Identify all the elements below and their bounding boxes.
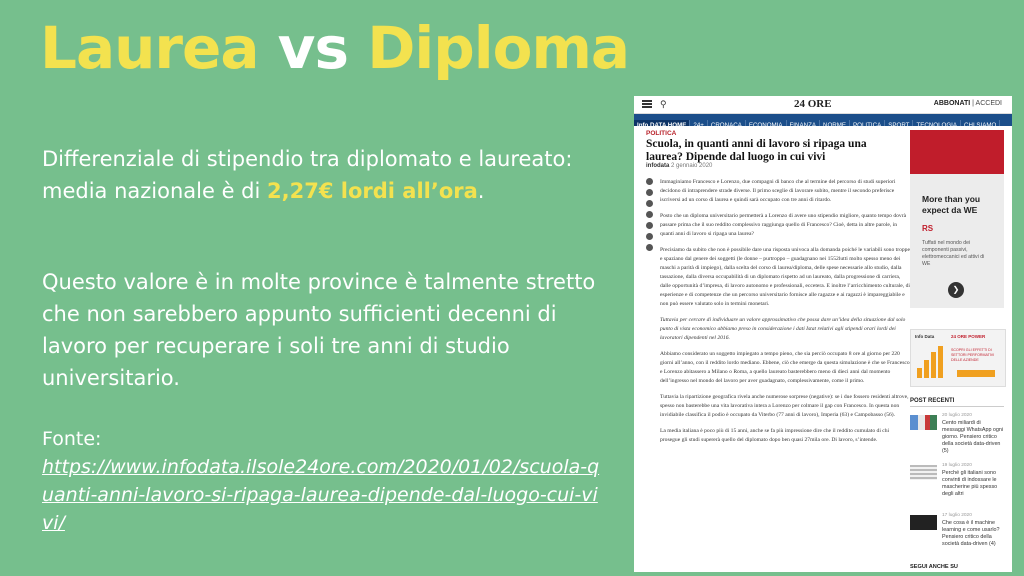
paragraph1-end: . [477,179,485,203]
promo-button[interactable] [957,370,995,377]
post-thumbnail [910,465,937,480]
divider: | [972,100,974,107]
promo-chart-icon [917,344,945,378]
article-date: 2 gennaio 2020 [671,163,713,169]
slide-title [40,12,629,84]
subscribe-link[interactable]: ABBONATI [933,100,971,107]
sole24ore-logo[interactable]: 24 ORE [794,98,832,110]
recent-post-item[interactable] [910,463,1004,507]
promo-label: Info Data [915,334,935,339]
source-block [42,425,602,537]
title-vs: vs [277,14,349,82]
post-date: 19 luglio 2020 [942,463,972,468]
nav-item-tecnologia[interactable]: TECNOLOGIA [913,120,961,126]
nav-item-sport[interactable]: SPORT [885,120,913,126]
facebook-icon[interactable] [646,211,653,218]
post-title: Che cosa è il machine learning e come usarlo? Pensiero critico della società data-driven (4) [942,520,1000,547]
recent-posts-heading: POST RECENTI [910,398,1004,407]
article-topbar [634,96,1012,114]
nav-item-norme[interactable]: NORME [820,120,850,126]
advertisement-banner[interactable] [910,130,1004,308]
ad-headline: More than you expect da WE [922,194,981,215]
ad-brand-logo: RS [922,224,934,233]
article-paragraph: Abbiamo considerato un soggetto impiegato a tempo pieno, che sia perciò occupato 8 ore al giorno per 220 giorni all’anno, con il reddito lordo mediano. Ebbene, ciò che emerge da questa simulazione è che se Francesco e Lorenzo abitassero a Milano o Roma, a quello laureato basterebbero meno di dieci anni dal momento dell’ingresso nel mondo del lavoro per aver guadagnato, complessivamente, come il primo. [660,351,910,384]
post-date: 17 luglio 2020 [942,513,972,518]
article-body [660,178,910,452]
search-icon[interactable]: ⚲ [660,99,667,109]
ad-red-header [910,130,1004,174]
promo-text: SCOPRI GLI EFFETTI DI SETTORI PERFORMATIVI DELLE AZIENDE [951,348,995,362]
source-label: Fonte: [42,428,102,450]
follow-us-heading: SEGUI ANCHE SU [910,564,958,570]
recent-post-item[interactable] [910,513,1004,557]
nav-item-finanza[interactable]: FINANZA [787,120,820,126]
ad-text: Tuffati nel mondo dei componenti passivi, elettromeccanici ed attivi di WE [922,240,985,267]
post-date: 20 luglio 2020 [942,413,972,418]
comment-icon[interactable] [646,178,653,185]
article-headline: Scuola, in quanti anni di lavoro si ripaga una laurea? Dipende dal luogo in cui vivi [646,138,867,163]
hamburger-menu-icon[interactable] [642,100,652,108]
email-icon[interactable] [646,244,653,251]
nav-item-economia[interactable]: ECONOMIA [746,120,787,126]
title-laurea: Laurea [40,14,259,82]
article-screenshot [634,96,1012,572]
social-share-bar [646,178,653,255]
linkedin-icon[interactable] [646,233,653,240]
chevron-right-icon[interactable]: ❯ [948,282,964,298]
account-links [934,100,1002,107]
post-title: Perché gli italiani sono convinti di indossare le mascherine più spesso degli altri [942,470,998,497]
article-nav [634,114,1012,126]
article-paragraph: Immaginiamo Francesco e Lorenzo, due compagni di banco che al termine del percorso di studi superiori decidono di intraprendere strade diverse. Il primo sceglie di lavorare subito, mentre il secondo preferisce iscriversi ad un corso di laurea e quindi sarà occupato con tre anni di ritardo. [660,179,896,203]
article-author[interactable]: infodata [646,163,670,169]
salary-differential-paragraph [42,143,602,207]
paragraph1-highlight: 2,27€ lordi all’ora [267,179,478,203]
article-meta [646,163,712,169]
nav-item-cronaca[interactable]: CRONACA [708,120,746,126]
twitter-icon[interactable] [646,222,653,229]
article-paragraph: Precisiamo da subito che non è possibile dare una risposta univoca alla domanda poiché le variabili sono troppe e spaziano dal genere dei soggetti (le donne – purtroppo – guadagnano nei 1552lutti molto spesso meno dei maschi a parità di impiego), dalla scelta del corso di laurea/diploma, delle spese necessarie allo studio, dalla tassazione, dalla diversa occupabilità di un diplomato rispetto ad un laureato, dalla progressione di carriera, dalle opportunità d’impresa, di lavoro autonomo e professionali, eccetera. E inoltre l’arricchimento culturale, di esperienze e di competenze che un percorso universitario fornisce alle ragazze e ai ragazzi è impareggiabile e non può essere valutato solo in termini monetari. [660,247,910,307]
post-thumbnail [910,515,937,530]
paragraph1-text: Differenziale di stipendio tra diplomato e laureato: media nazionale è di [42,147,573,203]
promo-label-power: 24 ORE POWER [951,334,986,339]
provinces-paragraph: Questo valore è in molte province è talmente stretto che non sarebbero appunto sufficienti decenni di lavoro per recuperare i soli tre anni di studio universitario. [42,270,596,390]
login-link[interactable]: ACCEDI [975,100,1002,107]
share-icon[interactable] [646,189,653,196]
source-link[interactable]: https://www.infodata.ilsole24ore.com/2020/01/02/scuola-quanti-anni-lavoro-si-ripaga-laurea-dipende-dal-luogo-cui-vivi/ [42,456,600,534]
post-title: Cento miliardi di messaggi WhatsApp ogni giorno. Pensiero critico della società data-driven (5) [942,420,1004,454]
title-diploma: Diploma [367,14,630,82]
recent-post-item[interactable] [910,413,1004,457]
article-paragraph: Tuttavia per cercare di individuare un valore approssimativo che possa dare un’idea della situazione dal solo punto di vista economico abbiamo preso in considerazione i dati Istat relativi agli stipendi orari lordi dei lavoratori dipendenti nel 2016. [660,317,906,341]
print-icon[interactable] [646,200,653,207]
post-thumbnail [910,415,937,430]
nav-item-politica[interactable]: POLITICA [850,120,885,126]
infodata-promo-banner[interactable] [910,329,1006,387]
article-paragraph: Tuttavia la ripartizione geografica rivela anche numerose sorprese (negative): se i due fossero residenti altrove, spesso non basterebbe una vita lavorativa intera a Lorenzo per colmare il gap con Francesco. In questa non invidiabile classifica il podio è occupato da Viterbo (77 anni di lavoro), Imperia (63) e Campobasso (56). [660,394,909,418]
recent-posts [910,398,1004,563]
article-category[interactable]: POLITICA [646,130,677,137]
article-paragraph: La media italiana è poco più di 15 anni, anche se fa più impressione dire che il reddito cumulato di chi prosegue gli studi supererà quello del diplomato dopo ben quasi 27mila ore. Di lavoro, s’intende. [660,428,890,443]
nav-item-24plus[interactable]: 24+ [690,120,708,126]
article-paragraph: Posto che un diploma universitario permetterà a Lorenzo di avere uno stipendio migliore, quanto tempo dovrà passare prima che il suo reddito complessivo raggiunga quello di Francesco? Cioè, detta in altre parole, in quanti anni di lavoro si ripaga una laurea? [660,213,907,237]
nav-item-chi-siamo[interactable]: CHI SIAMO [961,120,1000,126]
nav-item-home[interactable]: Info DATA HOME [634,120,690,126]
